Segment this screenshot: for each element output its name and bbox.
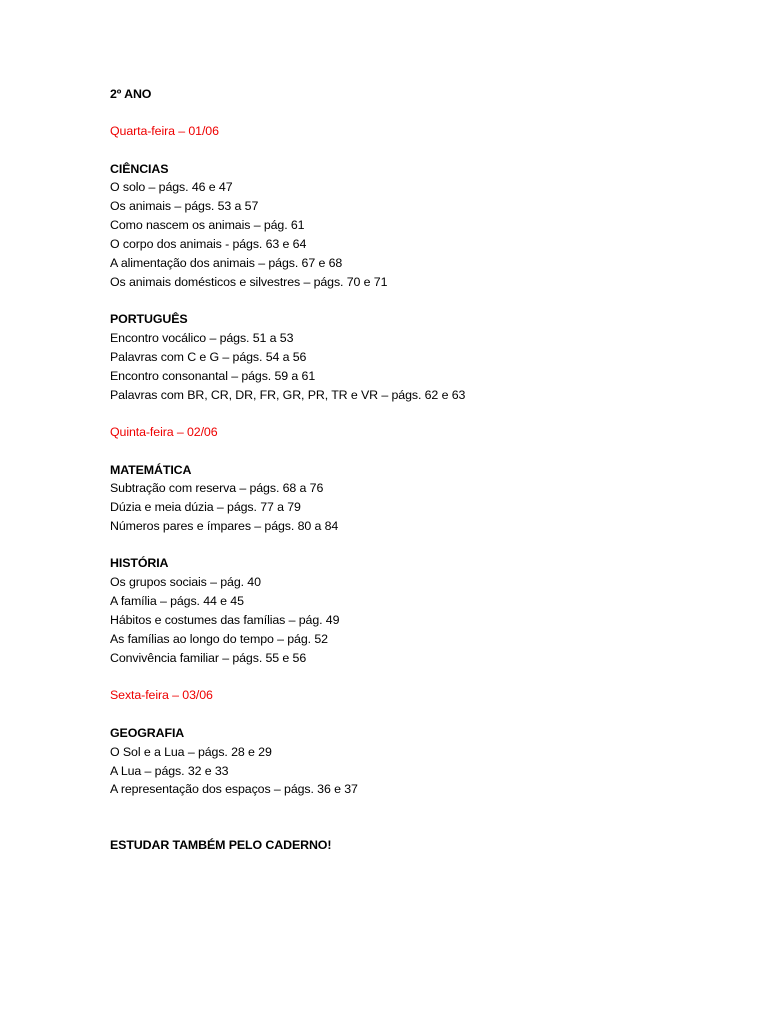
topic-item: O Sol e a Lua – págs. 28 e 29 [110, 745, 272, 759]
topic-item: Números pares e ímpares – págs. 80 a 84 [110, 519, 339, 533]
topic-item: Encontro vocálico – págs. 51 a 53 [110, 331, 294, 345]
topic-item: Palavras com BR, CR, DR, FR, GR, PR, TR e VR – págs. 62 e 63 [110, 388, 466, 402]
topic-item: Convivência familiar – págs. 55 e 56 [110, 651, 307, 665]
topic-item: A família – págs. 44 e 45 [110, 594, 244, 608]
topic-item: Os animais – págs. 53 a 57 [110, 199, 259, 213]
topic-item: Os animais domésticos e silvestres – págs. 70 e 71 [110, 275, 388, 289]
topic-item: A representação dos espaços – págs. 36 e 37 [110, 782, 358, 796]
topic-item: A Lua – págs. 32 e 33 [110, 764, 229, 778]
footer-note: ESTUDAR TAMBÉM PELO CADERNO! [110, 838, 332, 852]
topic-item: Palavras com C e G – págs. 54 a 56 [110, 350, 307, 364]
day-label-thursday: Quinta-feira – 02/06 [110, 425, 218, 439]
topic-item: Os grupos sociais – pág. 40 [110, 575, 261, 589]
subject-heading-portugues: PORTUGUÊS [110, 312, 188, 326]
subject-heading-matematica: MATEMÁTICA [110, 463, 192, 477]
topic-item: A alimentação dos animais – págs. 67 e 68 [110, 256, 343, 270]
topic-item: Como nascem os animais – pág. 61 [110, 218, 305, 232]
topic-item: Subtração com reserva – págs. 68 a 76 [110, 481, 324, 495]
topic-item: O solo – págs. 46 e 47 [110, 180, 233, 194]
page-title: 2º ANO [110, 87, 152, 101]
topic-item: Encontro consonantal – págs. 59 a 61 [110, 369, 316, 383]
subject-heading-historia: HISTÓRIA [110, 556, 169, 570]
subject-heading-geografia: GEOGRAFIA [110, 726, 185, 740]
topic-item: Hábitos e costumes das famílias – pág. 49 [110, 613, 340, 627]
topic-item: O corpo dos animais - págs. 63 e 64 [110, 237, 307, 251]
topic-item: As famílias ao longo do tempo – pág. 52 [110, 632, 328, 646]
topic-item: Dúzia e meia dúzia – págs. 77 a 79 [110, 500, 301, 514]
day-label-friday: Sexta-feira – 03/06 [110, 688, 213, 702]
day-label-wednesday: Quarta-feira – 01/06 [110, 124, 219, 138]
subject-heading-ciencias: CIÊNCIAS [110, 162, 169, 176]
